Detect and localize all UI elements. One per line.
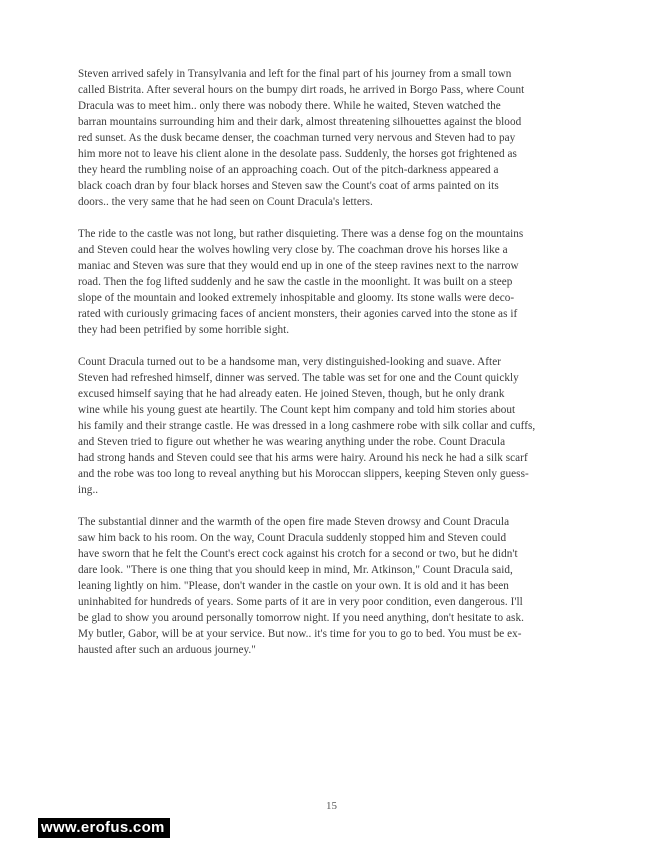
watermark-link[interactable]: www.erofus.com [38, 818, 170, 838]
text-line: be glad to show you around personally tomorrow night. If you need anything, don't hesitate to ask. [78, 612, 524, 624]
text-line: Steven had refreshed himself, dinner was served. The table was set for one and the Count quickly [78, 372, 519, 384]
text-line: Dracula was to meet him.. only there was nobody there. While he waited, Steven watched the [78, 100, 501, 112]
text-line: they heard the rumbling noise of an approaching coach. Out of the pitch-darkness appeared a [78, 164, 499, 176]
text-line: his family and their strange castle. He was dressed in a long cashmere robe with silk collar and cuffs, [78, 420, 536, 432]
text-line: excused himself saying that he had already eaten. He joined Steven, though, but he only drank [78, 388, 505, 400]
text-line: black coach dran by four black horses and Steven saw the Count's coat of arms painted on its [78, 180, 499, 192]
text-line: have sworn that he felt the Count's erect cock against his crotch for a second or two, but he didn't [78, 548, 518, 560]
text-line: rated with curiously grimacing faces of ancient monsters, their agonies carved into the stone as if [78, 308, 518, 320]
paragraph-2 [78, 226, 608, 338]
text-line: hausted after such an arduous journey." [78, 644, 256, 656]
paragraph-1 [78, 66, 608, 210]
page-body [78, 66, 608, 674]
text-line: My butler, Gabor, will be at your service. But now.. it's time for you to go to bed. You must be ex- [78, 628, 522, 640]
text-line: and Steven tried to figure out whether he was wearing anything under the robe. Count Dracula [78, 436, 506, 448]
text-line: Count Dracula turned out to be a handsome man, very distinguished-looking and suave. After [78, 356, 502, 368]
text-line: road. Then the fog lifted suddenly and he saw the castle in the moonlight. It was built on a steep [78, 276, 513, 288]
text-line: dare look. "There is one thing that you should keep in mind, Mr. Atkinson," Count Dracula said, [78, 564, 513, 576]
paragraph-3 [78, 354, 608, 498]
text-line: The substantial dinner and the warmth of the open fire made Steven drowsy and Count Dracula [78, 516, 510, 528]
text-line: called Bistrita. After several hours on the bumpy dirt roads, he arrived in Borgo Pass, where Count [78, 84, 525, 96]
text-line: and the robe was too long to reveal anything but his Moroccan slippers, keeping Steven only guess- [78, 468, 529, 480]
text-line: slope of the mountain and looked extremely inhospitable and gloomy. Its stone walls were deco- [78, 292, 515, 304]
text-line: and Steven could hear the wolves howling very close by. The coachman drove his horses like a [78, 244, 508, 256]
text-line: they had been petrified by some horrible sight. [78, 324, 290, 336]
text-line: him more not to leave his client alone in the desolate pass. Suddenly, the horses got frightened as [78, 148, 517, 160]
text-line: had strong hands and Steven could see that his arms were hairy. Around his neck he had a silk scarf [78, 452, 528, 464]
text-line: maniac and Steven was sure that they would end up in one of the steep ravines next to the narrow [78, 260, 519, 272]
paragraph-4 [78, 514, 608, 658]
text-line: ing.. [78, 484, 99, 496]
text-line: uninhabited for hundreds of years. Some parts of it are in very poor condition, even dangerous. I'll [78, 596, 523, 608]
text-line: leaning lightly on him. "Please, don't wander in the castle on your own. It is old and it has been [78, 580, 509, 592]
text-line: The ride to the castle was not long, but rather disquieting. There was a dense fog on the mountains [78, 228, 524, 240]
text-line: barran mountains surrounding him and their dark, almost threatening silhouettes against the blood [78, 116, 522, 128]
text-line: red sunset. As the dusk became denser, the coachman turned very nervous and Steven had to pay [78, 132, 516, 144]
text-line: doors.. the very same that he had seen on Count Dracula's letters. [78, 196, 373, 208]
text-line: saw him back to his room. On the way, Count Dracula suddenly stopped him and Steven could [78, 532, 507, 544]
page-number: 15 [326, 800, 337, 812]
text-line: wine while his young guest ate heartily. The Count kept him company and told him stories about [78, 404, 516, 416]
text-line: Steven arrived safely in Transylvania and left for the final part of his journey from a small town [78, 68, 512, 80]
